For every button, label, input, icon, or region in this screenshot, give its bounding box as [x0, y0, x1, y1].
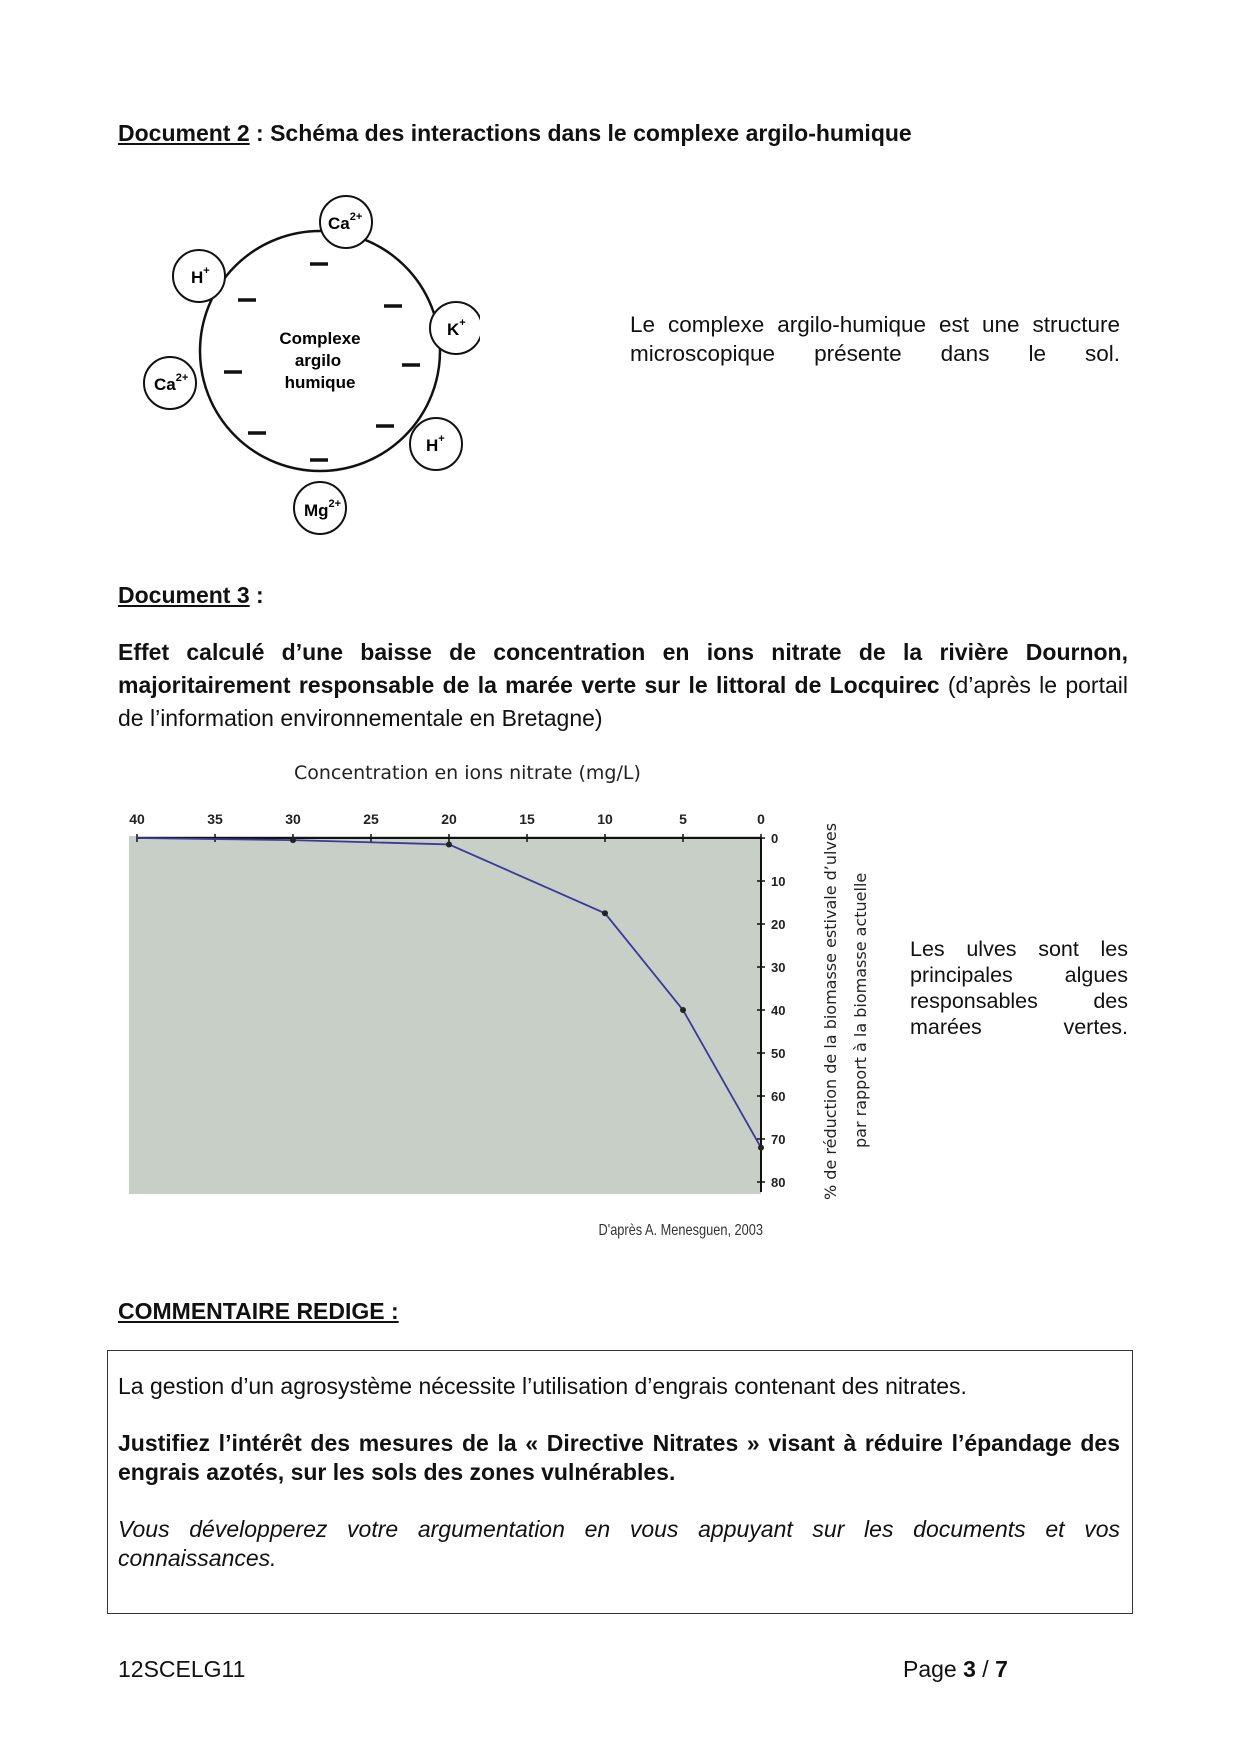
chart-plot-area [129, 836, 761, 1194]
doc3-title-normal: (d’après le portail de l’information environnementale en Bretagne) [118, 672, 1128, 731]
doc3-title [118, 636, 1128, 735]
ion-ca-top [320, 196, 372, 248]
chart-source: D'après A. Menesguen, 2003 [598, 1221, 763, 1240]
chart-y-tick-label: 30 [771, 960, 786, 975]
chart-y-tick-label: 10 [771, 874, 786, 889]
doc2-title: : Schéma des interactions dans le complexe argilo-humique [249, 120, 912, 146]
chart-x-tick-label: 15 [519, 811, 535, 827]
chart-x-tick-label: 25 [363, 811, 379, 827]
chart-y-tick-label: 20 [771, 917, 786, 932]
complex-label-line2: argilo [294, 351, 342, 370]
svg-text:Mg2+: $Mg^{2+}$ [304, 498, 342, 520]
chart-x-tick-label: 10 [597, 811, 613, 827]
comment-instruction: Vous développerez votre argumentation en vous appuyant sur les documents et vos connaissances. [118, 1516, 1120, 1571]
chart-x-tick-label: 0 [757, 811, 765, 827]
ion-mg-bottom [294, 482, 346, 534]
nitrate-chart [115, 798, 820, 1248]
clay-humus-complex-diagram [140, 188, 480, 538]
complex-label-line1: Complexe [279, 329, 361, 348]
chart-data-point [290, 837, 296, 843]
chart-y-tick-label: 60 [771, 1089, 786, 1104]
chart-ylabel-line2: par rapport à la biomasse actuelle [851, 872, 870, 1148]
chart-x-tick-label: 30 [285, 811, 301, 827]
chart-y-tick-label: 0 [771, 831, 779, 846]
comment-question: Justifiez l’intérêt des mesures de la « Directive Nitrates » visant à réduire l’épandage des engrais azotés, sur les sols des zones vulnérables. [118, 1430, 1120, 1485]
page-total: 7 [995, 1656, 1008, 1682]
svg-text:H+: H+ [426, 433, 445, 455]
chart-y-tick-label: 70 [771, 1132, 786, 1147]
doc2-description: Le complexe argilo-humique est une structure microscopique présente dans le sol. [630, 312, 1120, 366]
svg-text:H+: H+ [191, 265, 210, 287]
chart-title: Concentration en ions nitrate (mg/L) [294, 762, 641, 784]
comment-box [107, 1350, 1133, 1614]
footer-page: Page 3 / 7 [903, 1656, 1008, 1682]
comment-intro: La gestion d’un agrosystème nécessite l’utilisation d’engrais contenant des nitrates. [118, 1373, 967, 1399]
chart-data-point [446, 841, 452, 847]
ion-ca-left [144, 357, 196, 409]
page-current: 3 [963, 1656, 976, 1682]
ion-k-right [430, 302, 480, 354]
doc3-label: Document 3 [118, 582, 250, 608]
doc3-heading: Document 3 : [118, 582, 264, 608]
ion-h-top-left [173, 250, 225, 302]
chart-y-tick-label: 50 [771, 1046, 786, 1061]
chart-data-point [680, 1007, 686, 1013]
comment-heading: COMMENTAIRE REDIGE : [118, 1298, 399, 1324]
svg-text:Ca2+: $Ca^{2+}$ [154, 372, 189, 394]
doc2-heading [118, 120, 912, 147]
svg-text:Ca2+: $Ca^{2+}$ [328, 211, 363, 233]
ion-h-bottom-right [410, 418, 462, 470]
chart-y-tick-label: 40 [771, 1003, 786, 1018]
chart-ylabel-line1: % de réduction de la biomasse estivale d’ulves [821, 822, 840, 1200]
chart-data-point [758, 1145, 764, 1151]
chart-x-tick-label: 35 [207, 811, 223, 827]
complex-label-line3: humique [284, 373, 356, 392]
doc3-title-bold: Effet calculé d’une baisse de concentration en ions nitrate de la rivière Dournon, majoritairement responsable de la marée verte sur le littoral de Locquirec [118, 639, 1128, 698]
chart-data-point [602, 910, 608, 916]
doc3-side-note: Les ulves sont les principales algues responsables des marées vertes. [910, 937, 1128, 1039]
chart-y-tick-label: 80 [771, 1175, 786, 1190]
footer-code: 12SCELG11 [118, 1656, 246, 1682]
svg-text:K+: K+ [447, 317, 466, 339]
chart-x-tick-label: 20 [441, 811, 457, 827]
chart-x-tick-label: 5 [679, 811, 687, 827]
chart-x-tick-label: 40 [129, 811, 145, 827]
doc2-label: Document 2 [118, 120, 250, 146]
